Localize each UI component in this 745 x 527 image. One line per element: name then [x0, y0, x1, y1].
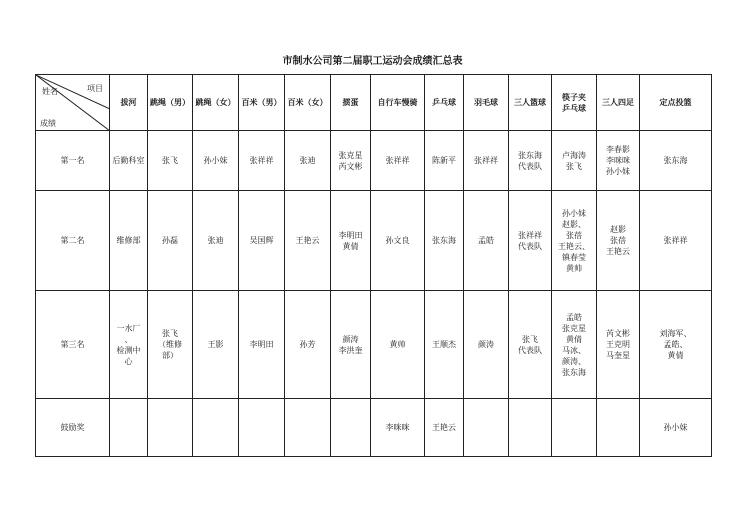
table-cell: 孙小妹 赵影、 张蓓 王艳云、 镇春莹 黄帅 — [552, 191, 597, 291]
row-label: 第三名 — [36, 291, 110, 399]
corner-label-score: 成绩 — [40, 119, 56, 128]
results-table — [35, 74, 712, 457]
header-cell: 百米（女） — [285, 75, 331, 131]
table-cell: 后勤科室 — [110, 131, 148, 191]
table-cell — [193, 399, 239, 457]
table-cell — [331, 399, 371, 457]
table-cell: 孙小妹 — [640, 399, 712, 457]
table-cell: 王艳云 — [425, 399, 464, 457]
table-cell: 李咪咪 — [371, 399, 425, 457]
corner-label-item: 项目 — [87, 84, 103, 93]
table-cell: 李明田 黄倩 — [331, 191, 371, 291]
table-cell: 孙磊 — [148, 191, 193, 291]
table-cell: 张东海 — [425, 191, 464, 291]
table-cell: 王艳云 — [285, 191, 331, 291]
table-cell: 芮文彬 王克明 马奎星 — [597, 291, 640, 399]
header-cell: 筷子夹 乒乓球 — [552, 75, 597, 131]
page-title: 市制水公司第二届职工运动会成绩汇总表 — [282, 56, 463, 67]
table-cell: 李春影 李咪咪 孙小妹 — [597, 131, 640, 191]
table-cell: 王影 — [193, 291, 239, 399]
table-cell: 李明田 — [239, 291, 285, 399]
table-cell: 陈新平 — [425, 131, 464, 191]
table-cell — [285, 399, 331, 457]
table-cell: 张祥祥 — [640, 191, 712, 291]
table-cell: 颜涛 李洪奎 — [331, 291, 371, 399]
corner-label-name: 姓名 — [42, 87, 58, 96]
table-cell: 孙文良 — [371, 191, 425, 291]
row-label: 第二名 — [36, 191, 110, 291]
table-cell: 张飞 — [148, 131, 193, 191]
table-cell — [509, 399, 552, 457]
table-cell: 张飞 （维修 部） — [148, 291, 193, 399]
table-cell: 刘海军、 孟皓、 黄倩 — [640, 291, 712, 399]
table-cell: 颜涛 — [464, 291, 509, 399]
table-cell: 张东海 — [640, 131, 712, 191]
table-cell — [110, 399, 148, 457]
header-row — [36, 75, 712, 131]
table-cell: 张飞 代表队 — [509, 291, 552, 399]
table-cell: 维修部 — [110, 191, 148, 291]
table-cell: 黄帅 — [371, 291, 425, 399]
table-row — [36, 131, 712, 191]
header-cell: 跳绳（女） — [193, 75, 239, 131]
table-cell: 孙小妹 — [193, 131, 239, 191]
table-cell — [464, 399, 509, 457]
row-label: 第一名 — [36, 131, 110, 191]
header-cell: 百米（男） — [239, 75, 285, 131]
table-cell: 张迪 — [285, 131, 331, 191]
header-cell: 乒乓球 — [425, 75, 464, 131]
header-cell: 三人四足 — [597, 75, 640, 131]
row-label: 鼓励奖 — [36, 399, 110, 457]
table-row — [36, 291, 712, 399]
table-row — [36, 399, 712, 457]
table-cell: 张东海 代表队 — [509, 131, 552, 191]
header-cell: 跳绳（男） — [148, 75, 193, 131]
table-cell: 卢海涛 张飞 — [552, 131, 597, 191]
table-cell: 张祥祥 — [371, 131, 425, 191]
table-cell: 张迪 — [193, 191, 239, 291]
table-cell: 王顺杰 — [425, 291, 464, 399]
table-cell — [552, 399, 597, 457]
table-cell: 张祥祥 代表队 — [509, 191, 552, 291]
table-cell — [597, 399, 640, 457]
table-cell: 张祥祥 — [464, 131, 509, 191]
header-cell: 拔河 — [110, 75, 148, 131]
table-cell — [239, 399, 285, 457]
table-cell: 孟皓 — [464, 191, 509, 291]
header-cell: 羽毛球 — [464, 75, 509, 131]
table-cell: 张祥祥 — [239, 131, 285, 191]
header-cell: 三人篮球 — [509, 75, 552, 131]
header-cell: 定点投篮 — [640, 75, 712, 131]
table-cell: 张克星 芮文彬 — [331, 131, 371, 191]
table-cell: 吴国辉 — [239, 191, 285, 291]
table-cell: 孙芳 — [285, 291, 331, 399]
corner-header-cell — [36, 75, 110, 131]
table-cell: 一水厂 、 检测中 心 — [110, 291, 148, 399]
header-cell: 掼蛋 — [331, 75, 371, 131]
table-cell: 孟皓 张克星 黄倩 马冰、 颜涛、 张东海 — [552, 291, 597, 399]
header-cell: 自行车慢骑 — [371, 75, 425, 131]
table-row — [36, 191, 712, 291]
table-cell — [148, 399, 193, 457]
table-cell: 赵影 张蓓 王艳云 — [597, 191, 640, 291]
